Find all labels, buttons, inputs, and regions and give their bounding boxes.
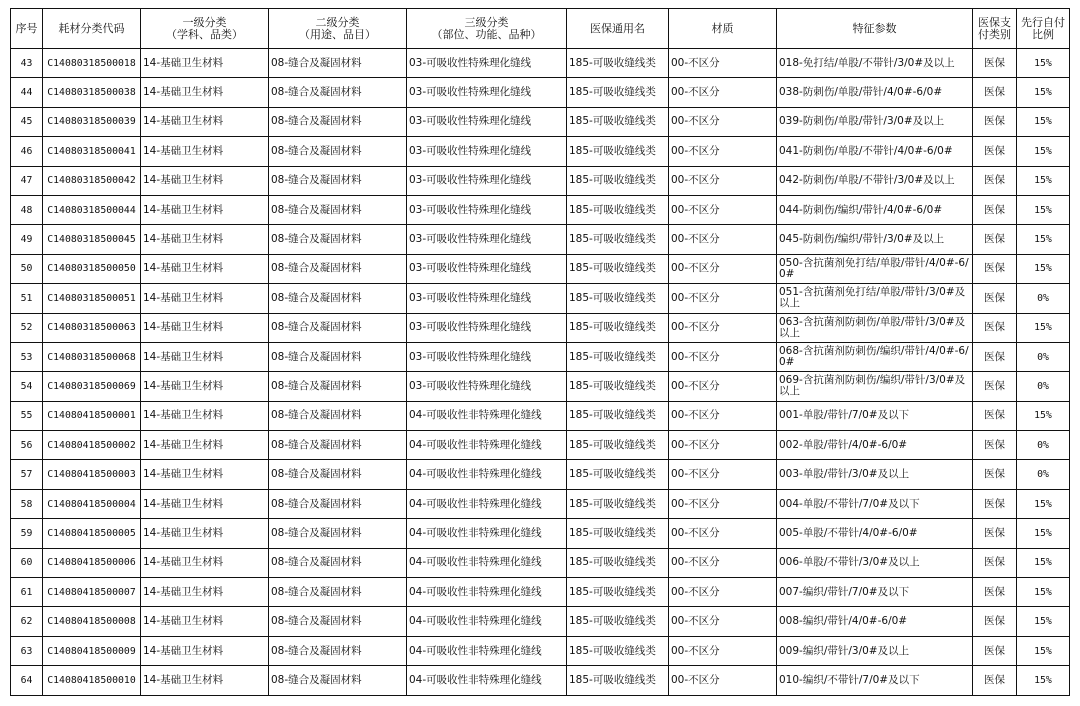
material-cell: 00-不区分 [669, 431, 777, 460]
level2-cell: 08-缝合及凝固材料 [269, 195, 407, 224]
table-row [11, 489, 1070, 518]
features-cell: 004-单股/不带针/7/0#及以下 [777, 489, 973, 518]
level1-cell: 14-基础卫生材料 [141, 49, 269, 78]
seq-cell: 51 [11, 284, 43, 313]
level1-cell: 14-基础卫生材料 [141, 166, 269, 195]
level3-cell: 03-可吸收性特殊理化缝线 [407, 107, 567, 136]
material-cell: 00-不区分 [669, 401, 777, 430]
level1-cell: 14-基础卫生材料 [141, 372, 269, 401]
common-name-cell: 185-可吸收缝线类 [567, 107, 669, 136]
payment-type-cell: 医保 [973, 195, 1017, 224]
common-name-cell: 185-可吸收缝线类 [567, 313, 669, 342]
header-level3 [407, 9, 567, 49]
common-name-cell: 185-可吸收缝线类 [567, 401, 669, 430]
self-pay-ratio-cell: 15% [1017, 607, 1070, 636]
level1-cell: 14-基础卫生材料 [141, 254, 269, 283]
self-pay-ratio-cell: 15% [1017, 254, 1070, 283]
header-payment-type: 医保支付类别 [973, 9, 1017, 49]
level3-cell: 04-可吸收性非特殊理化缝线 [407, 666, 567, 695]
material-cell: 00-不区分 [669, 313, 777, 342]
code-cell: C14080418500009 [43, 636, 141, 665]
level2-cell: 08-缝合及凝固材料 [269, 636, 407, 665]
features-cell: 005-单股/不带针/4/0#-6/0# [777, 519, 973, 548]
level3-cell: 04-可吸收性非特殊理化缝线 [407, 578, 567, 607]
code-cell: C14080418500007 [43, 578, 141, 607]
code-cell: C14080318500045 [43, 225, 141, 254]
code-cell: C14080318500051 [43, 284, 141, 313]
common-name-cell: 185-可吸收缝线类 [567, 666, 669, 695]
level1-cell: 14-基础卫生材料 [141, 460, 269, 489]
features-cell: 009-编织/带针/3/0#及以上 [777, 636, 973, 665]
common-name-cell: 185-可吸收缝线类 [567, 78, 669, 107]
seq-cell: 48 [11, 195, 43, 224]
material-cell: 00-不区分 [669, 607, 777, 636]
level3-cell: 04-可吸收性非特殊理化缝线 [407, 607, 567, 636]
self-pay-ratio-cell: 0% [1017, 460, 1070, 489]
level2-cell: 08-缝合及凝固材料 [269, 578, 407, 607]
code-cell: C14080318500044 [43, 195, 141, 224]
common-name-cell: 185-可吸收缝线类 [567, 137, 669, 166]
level2-cell: 08-缝合及凝固材料 [269, 489, 407, 518]
level2-cell: 08-缝合及凝固材料 [269, 460, 407, 489]
seq-cell: 57 [11, 460, 43, 489]
header-level1-subtitle: （学科、品类） [166, 27, 243, 41]
table-row [11, 548, 1070, 577]
payment-type-cell: 医保 [973, 607, 1017, 636]
features-cell: 050-含抗菌剂免打结/单股/带针/4/0#-6/0# [777, 254, 973, 283]
level3-cell: 03-可吸收性特殊理化缝线 [407, 137, 567, 166]
features-cell: 044-防刺伤/编织/带针/4/0#-6/0# [777, 195, 973, 224]
level1-cell: 14-基础卫生材料 [141, 137, 269, 166]
header-level2-title: 二级分类 [315, 15, 360, 29]
payment-type-cell: 医保 [973, 107, 1017, 136]
self-pay-ratio-cell: 15% [1017, 195, 1070, 224]
self-pay-ratio-cell: 0% [1017, 342, 1070, 371]
code-cell: C14080418500003 [43, 460, 141, 489]
table-row [11, 578, 1070, 607]
seq-cell: 49 [11, 225, 43, 254]
seq-cell: 56 [11, 431, 43, 460]
seq-cell: 60 [11, 548, 43, 577]
features-cell: 042-防刺伤/单股/不带针/3/0#及以上 [777, 166, 973, 195]
level2-cell: 08-缝合及凝固材料 [269, 519, 407, 548]
payment-type-cell: 医保 [973, 372, 1017, 401]
seq-cell: 64 [11, 666, 43, 695]
table-row [11, 313, 1070, 342]
table-row [11, 195, 1070, 224]
code-cell: C14080418500005 [43, 519, 141, 548]
level2-cell: 08-缝合及凝固材料 [269, 313, 407, 342]
level2-cell: 08-缝合及凝固材料 [269, 284, 407, 313]
payment-type-cell: 医保 [973, 636, 1017, 665]
level1-cell: 14-基础卫生材料 [141, 607, 269, 636]
seq-cell: 58 [11, 489, 43, 518]
table-row [11, 431, 1070, 460]
seq-cell: 52 [11, 313, 43, 342]
table-row [11, 225, 1070, 254]
payment-type-cell: 医保 [973, 342, 1017, 371]
features-cell: 010-编织/不带针/7/0#及以下 [777, 666, 973, 695]
features-cell: 068-含抗菌剂防刺伤/编织/带针/4/0#-6/0# [777, 342, 973, 371]
self-pay-ratio-cell: 0% [1017, 431, 1070, 460]
payment-type-cell: 医保 [973, 254, 1017, 283]
self-pay-ratio-cell: 15% [1017, 401, 1070, 430]
payment-type-cell: 医保 [973, 431, 1017, 460]
material-cell: 00-不区分 [669, 137, 777, 166]
common-name-cell: 185-可吸收缝线类 [567, 431, 669, 460]
header-code: 耗材分类代码 [43, 9, 141, 49]
payment-type-cell: 医保 [973, 225, 1017, 254]
level3-cell: 04-可吸收性非特殊理化缝线 [407, 460, 567, 489]
payment-type-cell: 医保 [973, 460, 1017, 489]
seq-cell: 47 [11, 166, 43, 195]
level3-cell: 04-可吸收性非特殊理化缝线 [407, 548, 567, 577]
material-cell: 00-不区分 [669, 195, 777, 224]
level3-cell: 03-可吸收性特殊理化缝线 [407, 313, 567, 342]
features-cell: 002-单股/带针/4/0#-6/0# [777, 431, 973, 460]
code-cell: C14080318500018 [43, 49, 141, 78]
common-name-cell: 185-可吸收缝线类 [567, 49, 669, 78]
table-row [11, 401, 1070, 430]
payment-type-cell: 医保 [973, 313, 1017, 342]
common-name-cell: 185-可吸收缝线类 [567, 607, 669, 636]
material-cell: 00-不区分 [669, 548, 777, 577]
features-cell: 063-含抗菌剂防刺伤/单股/带针/3/0#及以上 [777, 313, 973, 342]
table-row [11, 636, 1070, 665]
level1-cell: 14-基础卫生材料 [141, 401, 269, 430]
features-cell: 008-编织/带针/4/0#-6/0# [777, 607, 973, 636]
table-row [11, 78, 1070, 107]
common-name-cell: 185-可吸收缝线类 [567, 342, 669, 371]
material-cell: 00-不区分 [669, 372, 777, 401]
code-cell: C14080418500010 [43, 666, 141, 695]
self-pay-ratio-cell: 15% [1017, 489, 1070, 518]
seq-cell: 45 [11, 107, 43, 136]
code-cell: C14080318500041 [43, 137, 141, 166]
level2-cell: 08-缝合及凝固材料 [269, 401, 407, 430]
payment-type-cell: 医保 [973, 166, 1017, 195]
level1-cell: 14-基础卫生材料 [141, 431, 269, 460]
header-level3-subtitle: （部位、功能、品种） [431, 27, 542, 41]
table-row [11, 666, 1070, 695]
features-cell: 039-防刺伤/单股/带针/3/0#及以上 [777, 107, 973, 136]
level2-cell: 08-缝合及凝固材料 [269, 49, 407, 78]
features-cell: 007-编织/带针/7/0#及以下 [777, 578, 973, 607]
level1-cell: 14-基础卫生材料 [141, 78, 269, 107]
code-cell: C14080318500069 [43, 372, 141, 401]
level1-cell: 14-基础卫生材料 [141, 284, 269, 313]
payment-type-cell: 医保 [973, 49, 1017, 78]
level3-cell: 03-可吸收性特殊理化缝线 [407, 284, 567, 313]
common-name-cell: 185-可吸收缝线类 [567, 284, 669, 313]
features-cell: 045-防刺伤/编织/带针/3/0#及以上 [777, 225, 973, 254]
level2-cell: 08-缝合及凝固材料 [269, 107, 407, 136]
seq-cell: 63 [11, 636, 43, 665]
table-body [11, 49, 1070, 696]
material-cell: 00-不区分 [669, 342, 777, 371]
level2-cell: 08-缝合及凝固材料 [269, 342, 407, 371]
level2-cell: 08-缝合及凝固材料 [269, 166, 407, 195]
common-name-cell: 185-可吸收缝线类 [567, 166, 669, 195]
payment-type-cell: 医保 [973, 137, 1017, 166]
header-common-name: 医保通用名 [567, 9, 669, 49]
level2-cell: 08-缝合及凝固材料 [269, 137, 407, 166]
common-name-cell: 185-可吸收缝线类 [567, 254, 669, 283]
self-pay-ratio-cell: 15% [1017, 49, 1070, 78]
seq-cell: 62 [11, 607, 43, 636]
self-pay-ratio-cell: 15% [1017, 107, 1070, 136]
common-name-cell: 185-可吸收缝线类 [567, 195, 669, 224]
level1-cell: 14-基础卫生材料 [141, 666, 269, 695]
features-cell: 069-含抗菌剂防刺伤/编织/带针/3/0#及以上 [777, 372, 973, 401]
level1-cell: 14-基础卫生材料 [141, 195, 269, 224]
material-cell: 00-不区分 [669, 666, 777, 695]
table-header [11, 9, 1070, 49]
material-cell: 00-不区分 [669, 225, 777, 254]
features-cell: 018-免打结/单股/不带针/3/0#及以上 [777, 49, 973, 78]
common-name-cell: 185-可吸收缝线类 [567, 372, 669, 401]
payment-type-cell: 医保 [973, 666, 1017, 695]
header-level3-title: 三级分类 [464, 15, 509, 29]
material-cell: 00-不区分 [669, 78, 777, 107]
self-pay-ratio-cell: 15% [1017, 578, 1070, 607]
table-row [11, 607, 1070, 636]
level2-cell: 08-缝合及凝固材料 [269, 372, 407, 401]
code-cell: C14080318500068 [43, 342, 141, 371]
material-cell: 00-不区分 [669, 489, 777, 518]
header-level1-title: 一级分类 [182, 15, 227, 29]
level2-cell: 08-缝合及凝固材料 [269, 431, 407, 460]
consumables-table [10, 8, 1070, 696]
code-cell: C14080318500050 [43, 254, 141, 283]
self-pay-ratio-cell: 0% [1017, 372, 1070, 401]
level3-cell: 04-可吸收性非特殊理化缝线 [407, 636, 567, 665]
table-row [11, 519, 1070, 548]
level2-cell: 08-缝合及凝固材料 [269, 548, 407, 577]
self-pay-ratio-cell: 15% [1017, 519, 1070, 548]
self-pay-ratio-cell: 15% [1017, 78, 1070, 107]
material-cell: 00-不区分 [669, 254, 777, 283]
seq-cell: 50 [11, 254, 43, 283]
material-cell: 00-不区分 [669, 460, 777, 489]
table-row [11, 460, 1070, 489]
material-cell: 00-不区分 [669, 519, 777, 548]
features-cell: 006-单股/不带针/3/0#及以上 [777, 548, 973, 577]
level3-cell: 03-可吸收性特殊理化缝线 [407, 372, 567, 401]
self-pay-ratio-cell: 15% [1017, 137, 1070, 166]
level3-cell: 03-可吸收性特殊理化缝线 [407, 49, 567, 78]
header-seq: 序号 [11, 9, 43, 49]
level2-cell: 08-缝合及凝固材料 [269, 225, 407, 254]
code-cell: C14080418500006 [43, 548, 141, 577]
seq-cell: 59 [11, 519, 43, 548]
level1-cell: 14-基础卫生材料 [141, 489, 269, 518]
level3-cell: 04-可吸收性非特殊理化缝线 [407, 401, 567, 430]
code-cell: C14080318500039 [43, 107, 141, 136]
level2-cell: 08-缝合及凝固材料 [269, 254, 407, 283]
self-pay-ratio-cell: 0% [1017, 284, 1070, 313]
table-row [11, 254, 1070, 283]
level3-cell: 04-可吸收性非特殊理化缝线 [407, 431, 567, 460]
table-row [11, 372, 1070, 401]
common-name-cell: 185-可吸收缝线类 [567, 548, 669, 577]
self-pay-ratio-cell: 15% [1017, 166, 1070, 195]
material-cell: 00-不区分 [669, 636, 777, 665]
features-cell: 001-单股/带针/7/0#及以下 [777, 401, 973, 430]
table-row [11, 49, 1070, 78]
header-level2-subtitle: （用途、品目） [299, 27, 376, 41]
table-row [11, 166, 1070, 195]
header-row [11, 9, 1070, 49]
header-level2 [269, 9, 407, 49]
payment-type-cell: 医保 [973, 284, 1017, 313]
material-cell: 00-不区分 [669, 107, 777, 136]
level1-cell: 14-基础卫生材料 [141, 578, 269, 607]
seq-cell: 43 [11, 49, 43, 78]
features-cell: 003-单股/带针/3/0#及以上 [777, 460, 973, 489]
features-cell: 041-防刺伤/单股/不带针/4/0#-6/0# [777, 137, 973, 166]
self-pay-ratio-cell: 15% [1017, 636, 1070, 665]
common-name-cell: 185-可吸收缝线类 [567, 578, 669, 607]
level1-cell: 14-基础卫生材料 [141, 548, 269, 577]
level2-cell: 08-缝合及凝固材料 [269, 666, 407, 695]
code-cell: C14080318500038 [43, 78, 141, 107]
material-cell: 00-不区分 [669, 166, 777, 195]
common-name-cell: 185-可吸收缝线类 [567, 460, 669, 489]
payment-type-cell: 医保 [973, 548, 1017, 577]
level2-cell: 08-缝合及凝固材料 [269, 78, 407, 107]
common-name-cell: 185-可吸收缝线类 [567, 489, 669, 518]
level3-cell: 03-可吸收性特殊理化缝线 [407, 166, 567, 195]
code-cell: C14080318500063 [43, 313, 141, 342]
self-pay-ratio-cell: 15% [1017, 225, 1070, 254]
header-self-pay-ratio: 先行自付比例 [1017, 9, 1070, 49]
level2-cell: 08-缝合及凝固材料 [269, 607, 407, 636]
level3-cell: 03-可吸收性特殊理化缝线 [407, 342, 567, 371]
level3-cell: 03-可吸收性特殊理化缝线 [407, 225, 567, 254]
material-cell: 00-不区分 [669, 578, 777, 607]
level3-cell: 03-可吸收性特殊理化缝线 [407, 195, 567, 224]
level3-cell: 04-可吸收性非特殊理化缝线 [407, 519, 567, 548]
payment-type-cell: 医保 [973, 519, 1017, 548]
seq-cell: 53 [11, 342, 43, 371]
material-cell: 00-不区分 [669, 284, 777, 313]
payment-type-cell: 医保 [973, 78, 1017, 107]
level3-cell: 04-可吸收性非特殊理化缝线 [407, 489, 567, 518]
level1-cell: 14-基础卫生材料 [141, 225, 269, 254]
code-cell: C14080418500008 [43, 607, 141, 636]
level1-cell: 14-基础卫生材料 [141, 107, 269, 136]
payment-type-cell: 医保 [973, 401, 1017, 430]
seq-cell: 54 [11, 372, 43, 401]
self-pay-ratio-cell: 15% [1017, 313, 1070, 342]
header-level1 [141, 9, 269, 49]
features-cell: 038-防刺伤/单股/带针/4/0#-6/0# [777, 78, 973, 107]
seq-cell: 61 [11, 578, 43, 607]
common-name-cell: 185-可吸收缝线类 [567, 519, 669, 548]
level1-cell: 14-基础卫生材料 [141, 342, 269, 371]
table-row [11, 342, 1070, 371]
level1-cell: 14-基础卫生材料 [141, 636, 269, 665]
self-pay-ratio-cell: 15% [1017, 548, 1070, 577]
header-features: 特征参数 [777, 9, 973, 49]
payment-type-cell: 医保 [973, 578, 1017, 607]
level1-cell: 14-基础卫生材料 [141, 313, 269, 342]
table-row [11, 137, 1070, 166]
code-cell: C14080418500001 [43, 401, 141, 430]
seq-cell: 46 [11, 137, 43, 166]
header-material: 材质 [669, 9, 777, 49]
material-cell: 00-不区分 [669, 49, 777, 78]
level3-cell: 03-可吸收性特殊理化缝线 [407, 78, 567, 107]
common-name-cell: 185-可吸收缝线类 [567, 225, 669, 254]
seq-cell: 55 [11, 401, 43, 430]
table-row [11, 107, 1070, 136]
features-cell: 051-含抗菌剂免打结/单股/带针/3/0#及以上 [777, 284, 973, 313]
code-cell: C14080418500004 [43, 489, 141, 518]
level1-cell: 14-基础卫生材料 [141, 519, 269, 548]
self-pay-ratio-cell: 15% [1017, 666, 1070, 695]
seq-cell: 44 [11, 78, 43, 107]
code-cell: C14080318500042 [43, 166, 141, 195]
table-row [11, 284, 1070, 313]
level3-cell: 03-可吸收性特殊理化缝线 [407, 254, 567, 283]
payment-type-cell: 医保 [973, 489, 1017, 518]
common-name-cell: 185-可吸收缝线类 [567, 636, 669, 665]
code-cell: C14080418500002 [43, 431, 141, 460]
